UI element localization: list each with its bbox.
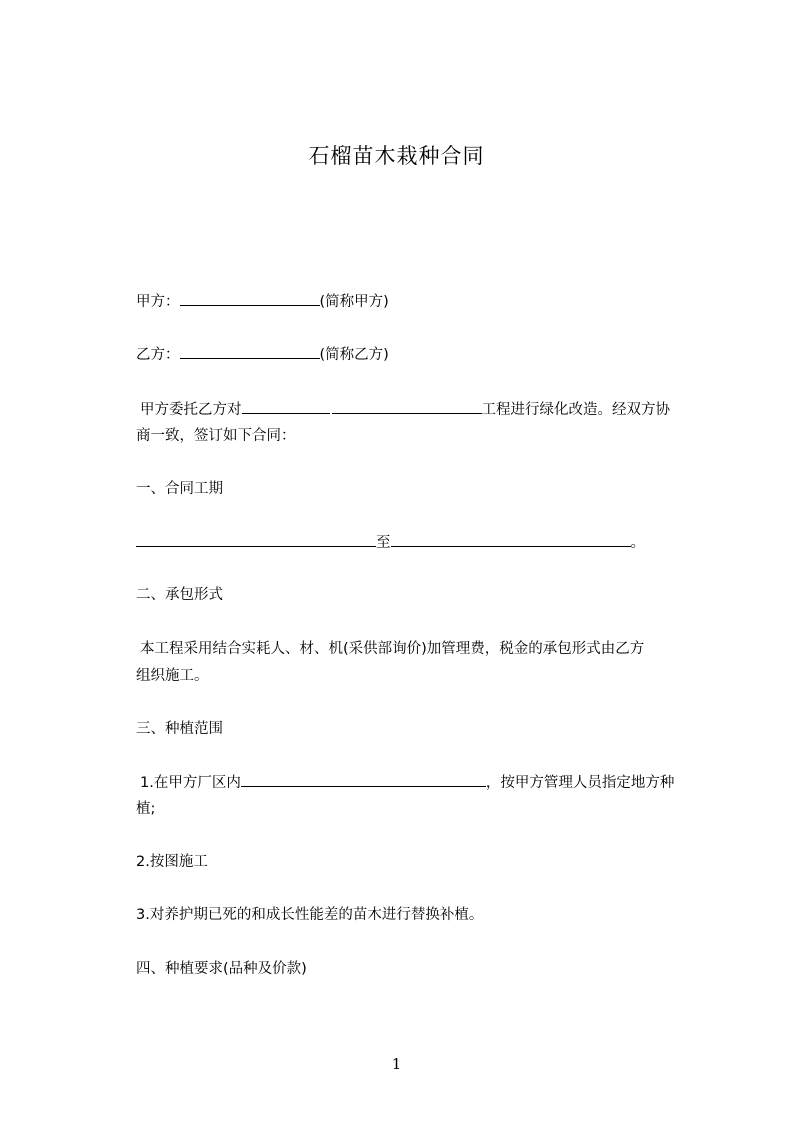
party-a-suffix: (简称甲方): [319, 294, 389, 310]
item-1-suffix: ，按甲方管理人员指定地方种: [485, 775, 675, 791]
section-2-line-2: 组织施工。: [136, 668, 209, 684]
section-3-item-1-line-2: 植;: [136, 801, 156, 817]
section-3-item-2: 2.按图施工: [136, 854, 208, 870]
period-to: 至: [376, 535, 391, 551]
section-3-item-3: 3.对养护期已死的和成长性能差的苗木进行替换补植。: [136, 907, 484, 923]
party-a-label: 甲方：: [136, 294, 180, 310]
section-2-heading: 二、承包形式: [136, 587, 223, 603]
document-title: 石榴苗木栽种合同: [308, 144, 485, 168]
section-3-item-1: [140, 772, 674, 793]
intro-blank-1: [242, 399, 330, 414]
intro-prefix: 甲方委托乙方对: [140, 402, 242, 418]
item-1-blank: [241, 772, 486, 787]
section-1-heading: 一、合同工期: [136, 481, 223, 497]
party-a-blank: [180, 291, 320, 306]
intro-middle: 工程进行绿化改造。经双方协: [481, 402, 670, 418]
contract-period-line: [136, 532, 645, 553]
period-end-mark: 。: [630, 535, 645, 551]
party-b-blank: [180, 344, 320, 359]
item-1-prefix: 1.在甲方厂区内: [140, 775, 241, 791]
period-start-blank: [136, 532, 376, 547]
intro-blank-2: [332, 399, 482, 414]
intro-line-1: [140, 399, 670, 420]
page-number: 1: [391, 1055, 402, 1073]
section-3-heading: 三、种植范围: [136, 721, 223, 737]
party-b-label: 乙方：: [136, 347, 180, 363]
period-end-blank: [391, 532, 631, 547]
party-b-suffix: (简称乙方): [319, 347, 389, 363]
party-b-line: [136, 344, 389, 365]
intro-line-2: 商一致，签订如下合同：: [136, 428, 296, 444]
party-a-line: [136, 291, 389, 312]
section-2-line-1: 本工程采用结合实耗人、材、机(采供部询价)加管理费，税金的承包形式由乙方: [140, 641, 645, 657]
section-4-heading: 四、种植要求(品种及价款): [136, 961, 307, 977]
